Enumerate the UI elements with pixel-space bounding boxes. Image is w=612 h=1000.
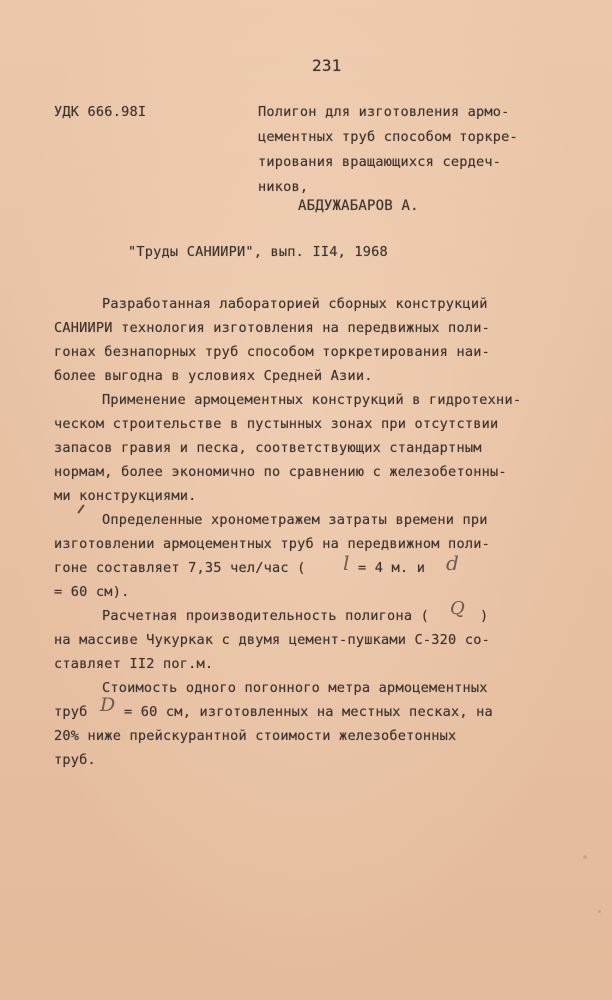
paper-spot <box>583 855 587 859</box>
paragraph-line: на массиве Чукуркак с двумя цемент-пушками С-320 со- <box>54 632 490 648</box>
handwritten-d: d <box>446 551 459 575</box>
paragraph-line: труб. <box>54 752 96 768</box>
paragraph-line: более выгодна в условиях Средней Азии. <box>54 368 373 384</box>
paragraph-line: ми конструкциями. <box>54 488 197 504</box>
paragraph-line: 20% ниже прейскурантной стоимости железобетонных <box>54 728 457 744</box>
title-line: цементных труб способом торкре- <box>258 129 518 145</box>
paragraph-line: Расчетная производительность полигона ( <box>102 608 429 624</box>
pencil-mark <box>77 504 84 513</box>
title-line: Полигон для изготовления армо- <box>258 104 510 120</box>
title-line: ников, <box>258 179 309 195</box>
paragraph-line: Определенные хронометражем затраты времени при <box>102 512 488 528</box>
udk-code: УДК 666.98I <box>54 104 147 120</box>
paragraph-line: нормам, более экономично по сравнению с железобетонны- <box>54 464 507 480</box>
handwritten-q: Q <box>450 598 465 619</box>
author: АБДУЖАБАРОВ А. <box>298 198 419 214</box>
paragraph-line: запасов гравия и песка, соответствующих стандартным <box>54 440 482 456</box>
paragraph-line: Разработанная лабораторией сборных конструкций <box>102 296 488 312</box>
paper-spot <box>598 910 601 913</box>
paragraph-line: изготовлении армоцементных труб на передвижном поли- <box>54 536 490 552</box>
page-number: 231 <box>312 56 342 75</box>
paragraph-line: = 60 см). <box>54 584 130 600</box>
paragraph-inline: = 4 м. и <box>358 560 426 576</box>
handwritten-l: l <box>343 551 350 575</box>
paragraph-inline: ) <box>480 608 489 624</box>
paragraph-line: гоне составляет 7,35 чел/час ( <box>54 560 306 576</box>
paragraph-line: Стоимость одного погонного метра армоцементных <box>102 680 488 696</box>
paragraph-line: труб <box>54 704 88 720</box>
title-line: тирования вращающихся сердеч- <box>258 154 502 170</box>
citation: "Труды САНИИРИ", вып. II4, 1968 <box>128 244 388 260</box>
paragraph-line: Применение армоцементных конструкций в гидротехни- <box>102 392 522 408</box>
paragraph-line: гонах безнапорных труб способом торкретирования наи- <box>54 344 490 360</box>
paragraph-line: = 60 см, изготовленных на местных песках, на <box>124 704 493 720</box>
paragraph-line: ческом строительстве в пустынных зонах при отсутствии <box>54 416 499 432</box>
paragraph-line: ставляет II2 пог.м. <box>54 656 214 672</box>
handwritten-d-diameter: D <box>100 694 116 716</box>
paragraph-line: САНИИРИ технология изготовления на передвижных поли- <box>54 320 490 336</box>
